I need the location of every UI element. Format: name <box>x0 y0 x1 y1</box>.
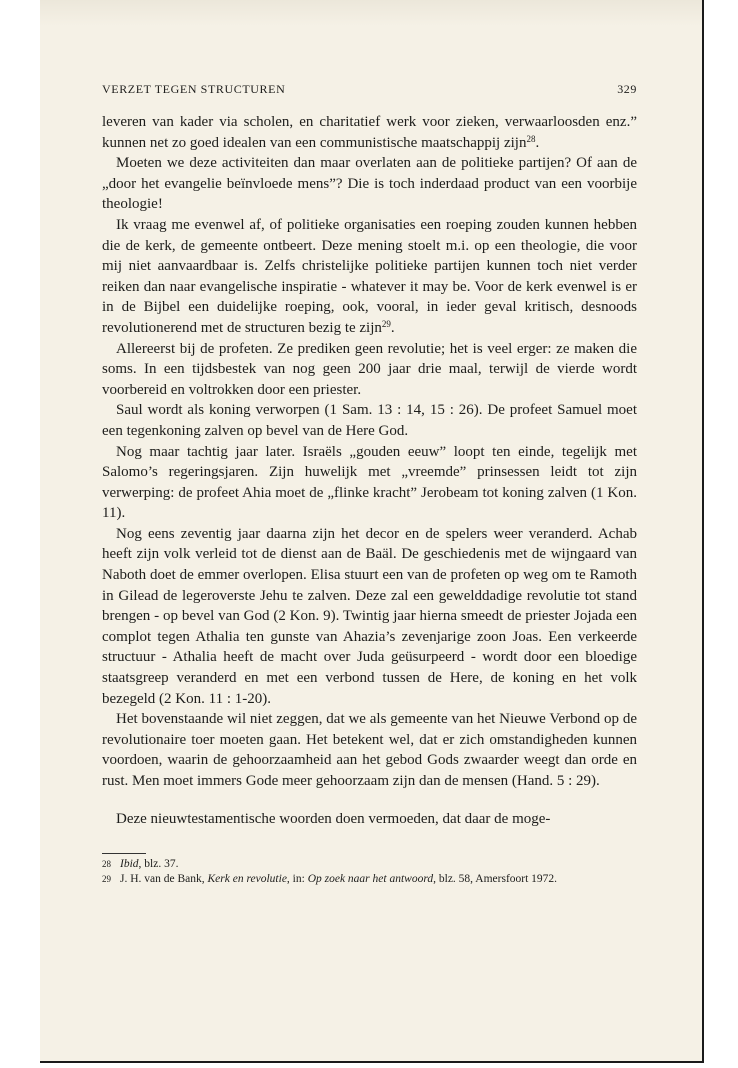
body-text <box>102 112 637 829</box>
running-head <box>102 82 637 97</box>
paragraph: Moeten we deze activiteiten dan maar overlaten aan de politieke partijen? Of aan de „door het evangelie beïnvloede mens”? Die is toch inderdaad product van een voorbije theologie! <box>102 155 637 213</box>
paragraph: leveren van kader via scholen, en charitatief werk voor zieken, verwaarloosden enz.” kunnen net zo goed idealen van een communistische maatschappij zijn$^{28}$. <box>102 114 637 151</box>
book-page <box>40 0 704 1063</box>
paragraph: Nog maar tachtig jaar later. Israëls „gouden eeuw” loopt ten einde, tegelijk met Salomo’s regeringsjaren. Zijn huwelijk met „vreemde” prinsessen leidt tot zijn verwerping: de profeet Ahia moet de „flinke kracht” Jerobeam tot koning zalven (1 Kon. 11). <box>102 443 637 522</box>
paragraph: Nog eens zeventig jaar daarna zijn het decor en de spelers weer veranderd. Achab heeft zijn volk verleid tot de dienst aan de Baäl. De geschiedenis met de wijngaard van Naboth doet de emmer overlopen. Elisa stuurt een van de profeten op weg om te Ramoth in Gilead de legeroverste Jehu te zalven. Deze zal een gewelddadige revolutie tot stand brengen - op bevel van God (2 Kon. 9). Twintig jaar hierna smeedt de priester Jojada een complot tegen Athalia ten gunste van Ahazia’s zevenjarige zoon Joas. Een verkeerde structuur - Athalia heeft de macht over Juda geüsurpeerd - wordt door een bloedige staatsgreep veranderd en met een verbond tussen de Here, de koning en het volk bezegeld (2 Kon. 11 : 1-20). <box>102 525 637 707</box>
scan-shadow <box>40 0 702 26</box>
footnote: 28 Ibid, blz. 37. <box>102 858 179 870</box>
paragraph: Het bovenstaande wil niet zeggen, dat we als gemeente van het Nieuwe Verbond op de revolutionaire toer moeten gaan. Het betekent wel, dat er zich omstandigheden kunnen voordoen, waarin de gehoorzaamheid aan het gebod Gods zwaarder weegt dan orde en rust. Men moet immers Gode meer gehoorzaam zijn dan de mensen (Hand. 5 : 29). <box>102 711 637 789</box>
footnote-ref: 28 <box>526 133 536 144</box>
paragraph: Ik vraag me evenwel af, of politieke organisaties een roeping zouden kunnen hebben die de kerk, de gemeente ontbeert. Deze mening stoelt m.i. op een theologie, die voor mij niet aanvaardbaar is. Zelfs christelijke politieke partijen kunnen toch niet verder reiken dan naar evangelische inspiratie - whatever it may be. Voor de kerk evenwel is er in de Bijbel een duidelijke roeping, ook, vooral, in ieder geval kritisch, desnoods revolutionerend met de structuren bezig te zijn$^{29}$. <box>102 216 637 336</box>
paragraph: Saul wordt als koning verworpen (1 Sam. 13 : 14, 15 : 26). De profeet Samuel moet een tegenkoning zalven op bevel van de Here God. <box>102 402 637 439</box>
footnote-ref: 29 <box>381 318 391 329</box>
paragraph: Deze nieuwtestamentische woorden doen vermoeden, dat daar de moge- <box>116 810 551 827</box>
footnotes <box>102 857 637 886</box>
footnote: 29 J. H. van de Bank, Kerk en revolutie, in: Op zoek naar het antwoord, blz. 58, Amersfoort 1972. <box>102 872 558 885</box>
page-number: 329 <box>617 82 637 96</box>
footnote-marker: 28 <box>102 859 111 869</box>
paragraph: Allereerst bij de profeten. Ze prediken geen revolutie; het is veel erger: ze maken die soms. In een tijdsbestek van nog geen 200 jaar drie maal, terwijl de vierde wordt voorbereid en voltrokken door een priester. <box>102 340 637 398</box>
footnote-rule <box>102 853 146 854</box>
footnote-marker: 29 <box>102 873 111 884</box>
chapter-title: VERZET TEGEN STRUCTUREN <box>102 82 286 96</box>
